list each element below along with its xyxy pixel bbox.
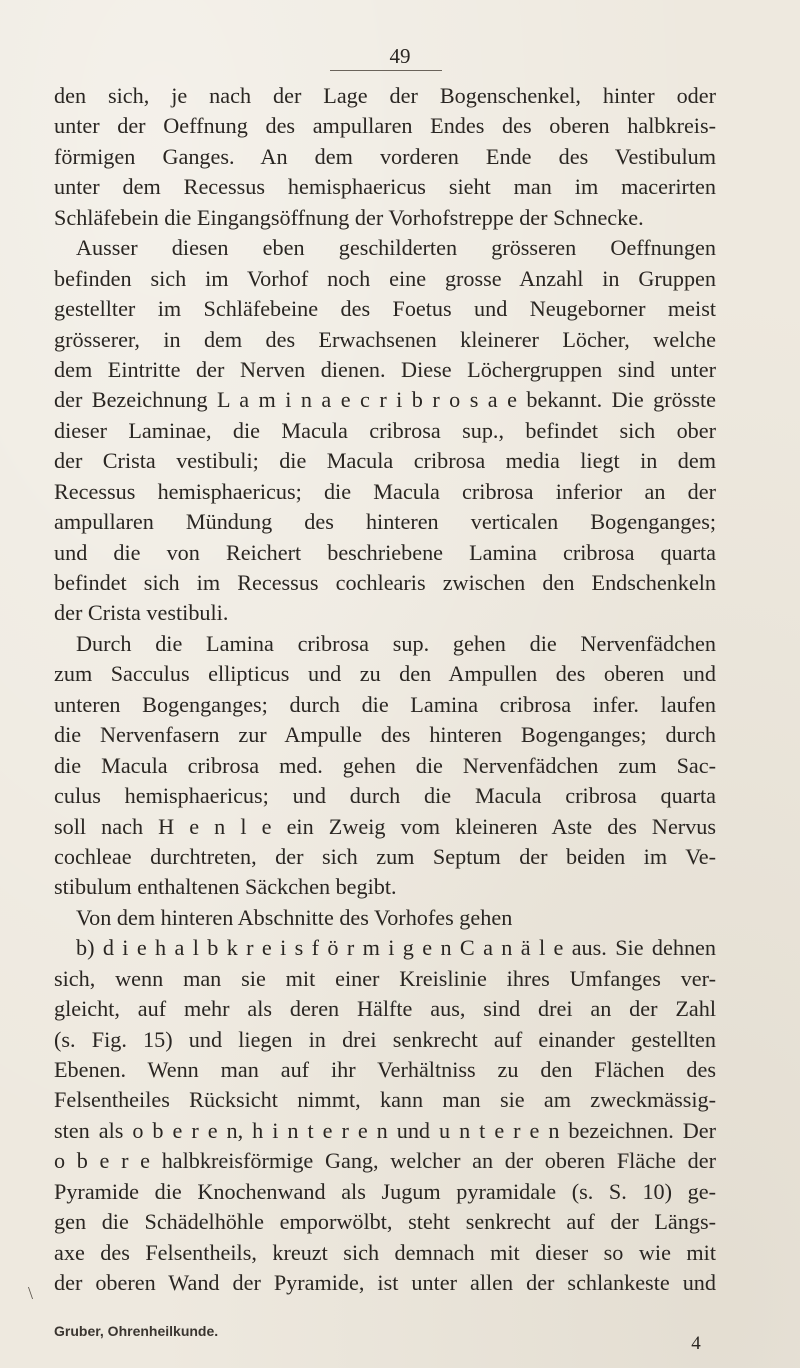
text-line: gen die Schädelhöhle emporwölbt, steht senkrecht auf der Längs-: [54, 1209, 716, 1235]
body-text: [54, 81, 716, 1299]
text-line: o b e r e halbkreisförmige Gang, welcher an der oberen Fläche der: [54, 1148, 716, 1174]
text-line: die Nervenfasern zur Ampulle des hinteren Bogenganges; durch: [54, 722, 716, 748]
text-line: unteren Bogenganges; durch die Lamina cribrosa infer. laufen: [54, 691, 716, 717]
text-line: der Crista vestibuli.: [54, 600, 229, 626]
text-line: befindet sich im Recessus cochlearis zwischen den Endschenkeln: [54, 570, 716, 595]
text-line: und die von Reichert beschriebene Lamina cribrosa quarta: [54, 539, 716, 565]
text-line: Recessus hemisphaericus; die Macula cribrosa inferior an der: [54, 478, 716, 504]
text-line: (s. Fig. 15) und liegen in drei senkrecht auf einander gestellten: [54, 1026, 716, 1052]
text-line: b) d i e h a l b k r e i s f ö r m i g e n C a n ä l e aus. Sie dehnen: [76, 935, 716, 961]
text-line: befinden sich im Vorhof noch eine grosse Anzahl in Gruppen: [54, 265, 716, 291]
text-line: zum Sacculus ellipticus und zu den Ampullen des oberen und: [54, 661, 716, 687]
text-line: unter der Oeffnung des ampullaren Endes des oberen halbkreis-: [54, 113, 716, 139]
text-line: cochleae durchtreten, der sich zum Septum der beiden im Ve-: [54, 843, 716, 869]
text-line: Durch die Lamina cribrosa sup. gehen die Nervenfädchen: [76, 630, 716, 656]
text-line: Ausser diesen eben geschilderten grösseren Oeffnungen: [76, 235, 716, 261]
text-line: Ebenen. Wenn man auf ihr Verhältniss zu den Flächen des: [54, 1057, 716, 1082]
text-line: unter dem Recessus hemisphaericus sieht man im macerirten: [54, 174, 716, 200]
header-rule: [330, 70, 442, 71]
signature-mark: 4: [691, 1333, 701, 1354]
footer-source: Gruber, Ohrenheilkunde.: [54, 1323, 219, 1339]
text-line: der Bezeichnung L a m i n a e c r i b r o s a e bekannt. Die grösste: [54, 387, 716, 413]
text-line: gestellter im Schläfebeine des Foetus und Neugeborner meist: [54, 296, 716, 322]
text-line: axe des Felsentheils, kreuzt sich demnach mit dieser so wie mit: [54, 1239, 716, 1265]
text-line: culus hemisphaericus; und durch die Macula cribrosa quarta: [54, 783, 716, 809]
text-line: Felsentheiles Rücksicht nimmt, kann man sie am zweckmässig-: [54, 1087, 716, 1113]
text-line: gleicht, auf mehr als deren Hälfte aus, sind drei an der Zahl: [54, 996, 716, 1022]
text-line: dem Eintritte der Nerven dienen. Diese Löchergruppen sind unter: [54, 356, 716, 382]
text-line: grösserer, in dem des Erwachsenen kleinerer Löcher, welche: [54, 326, 716, 352]
margin-mark: \: [28, 1283, 34, 1303]
text-line: sten als o b e r e n, h i n t e r e n und u n t e r e n bezeichnen. Der: [54, 1117, 716, 1143]
text-line: stibulum enthaltenen Säckchen begibt.: [54, 874, 397, 900]
text-line: sich, wenn man sie mit einer Kreislinie ihres Umfanges ver-: [54, 965, 716, 991]
text-line: der Crista vestibuli; die Macula cribrosa media liegt in dem: [54, 448, 716, 474]
text-line: soll nach H e n l e ein Zweig vom kleineren Aste des Nervus: [54, 813, 716, 839]
page-number: 49: [389, 44, 411, 68]
text-line: Pyramide die Knochenwand als Jugum pyramidale (s. S. 10) ge-: [54, 1178, 716, 1204]
text-line: ampullaren Mündung des hinteren verticalen Bogenganges;: [54, 509, 716, 535]
text-line: Schläfebein die Eingangsöffnung der Vorhofstreppe der Schnecke.: [54, 204, 644, 230]
text-line: förmigen Ganges. An dem vorderen Ende des Vestibulum: [54, 143, 716, 169]
text-line: den sich, je nach der Lage der Bogenschenkel, hinter oder: [54, 83, 716, 108]
text-line: die Macula cribrosa med. gehen die Nervenfädchen zum Sac-: [54, 752, 716, 778]
text-line: dieser Laminae, die Macula cribrosa sup., befindet sich ober: [54, 417, 716, 443]
text-line: Von dem hinteren Abschnitte des Vorhofes gehen: [76, 904, 513, 930]
text-line: der oberen Wand der Pyramide, ist unter allen der schlankeste und: [54, 1270, 716, 1296]
